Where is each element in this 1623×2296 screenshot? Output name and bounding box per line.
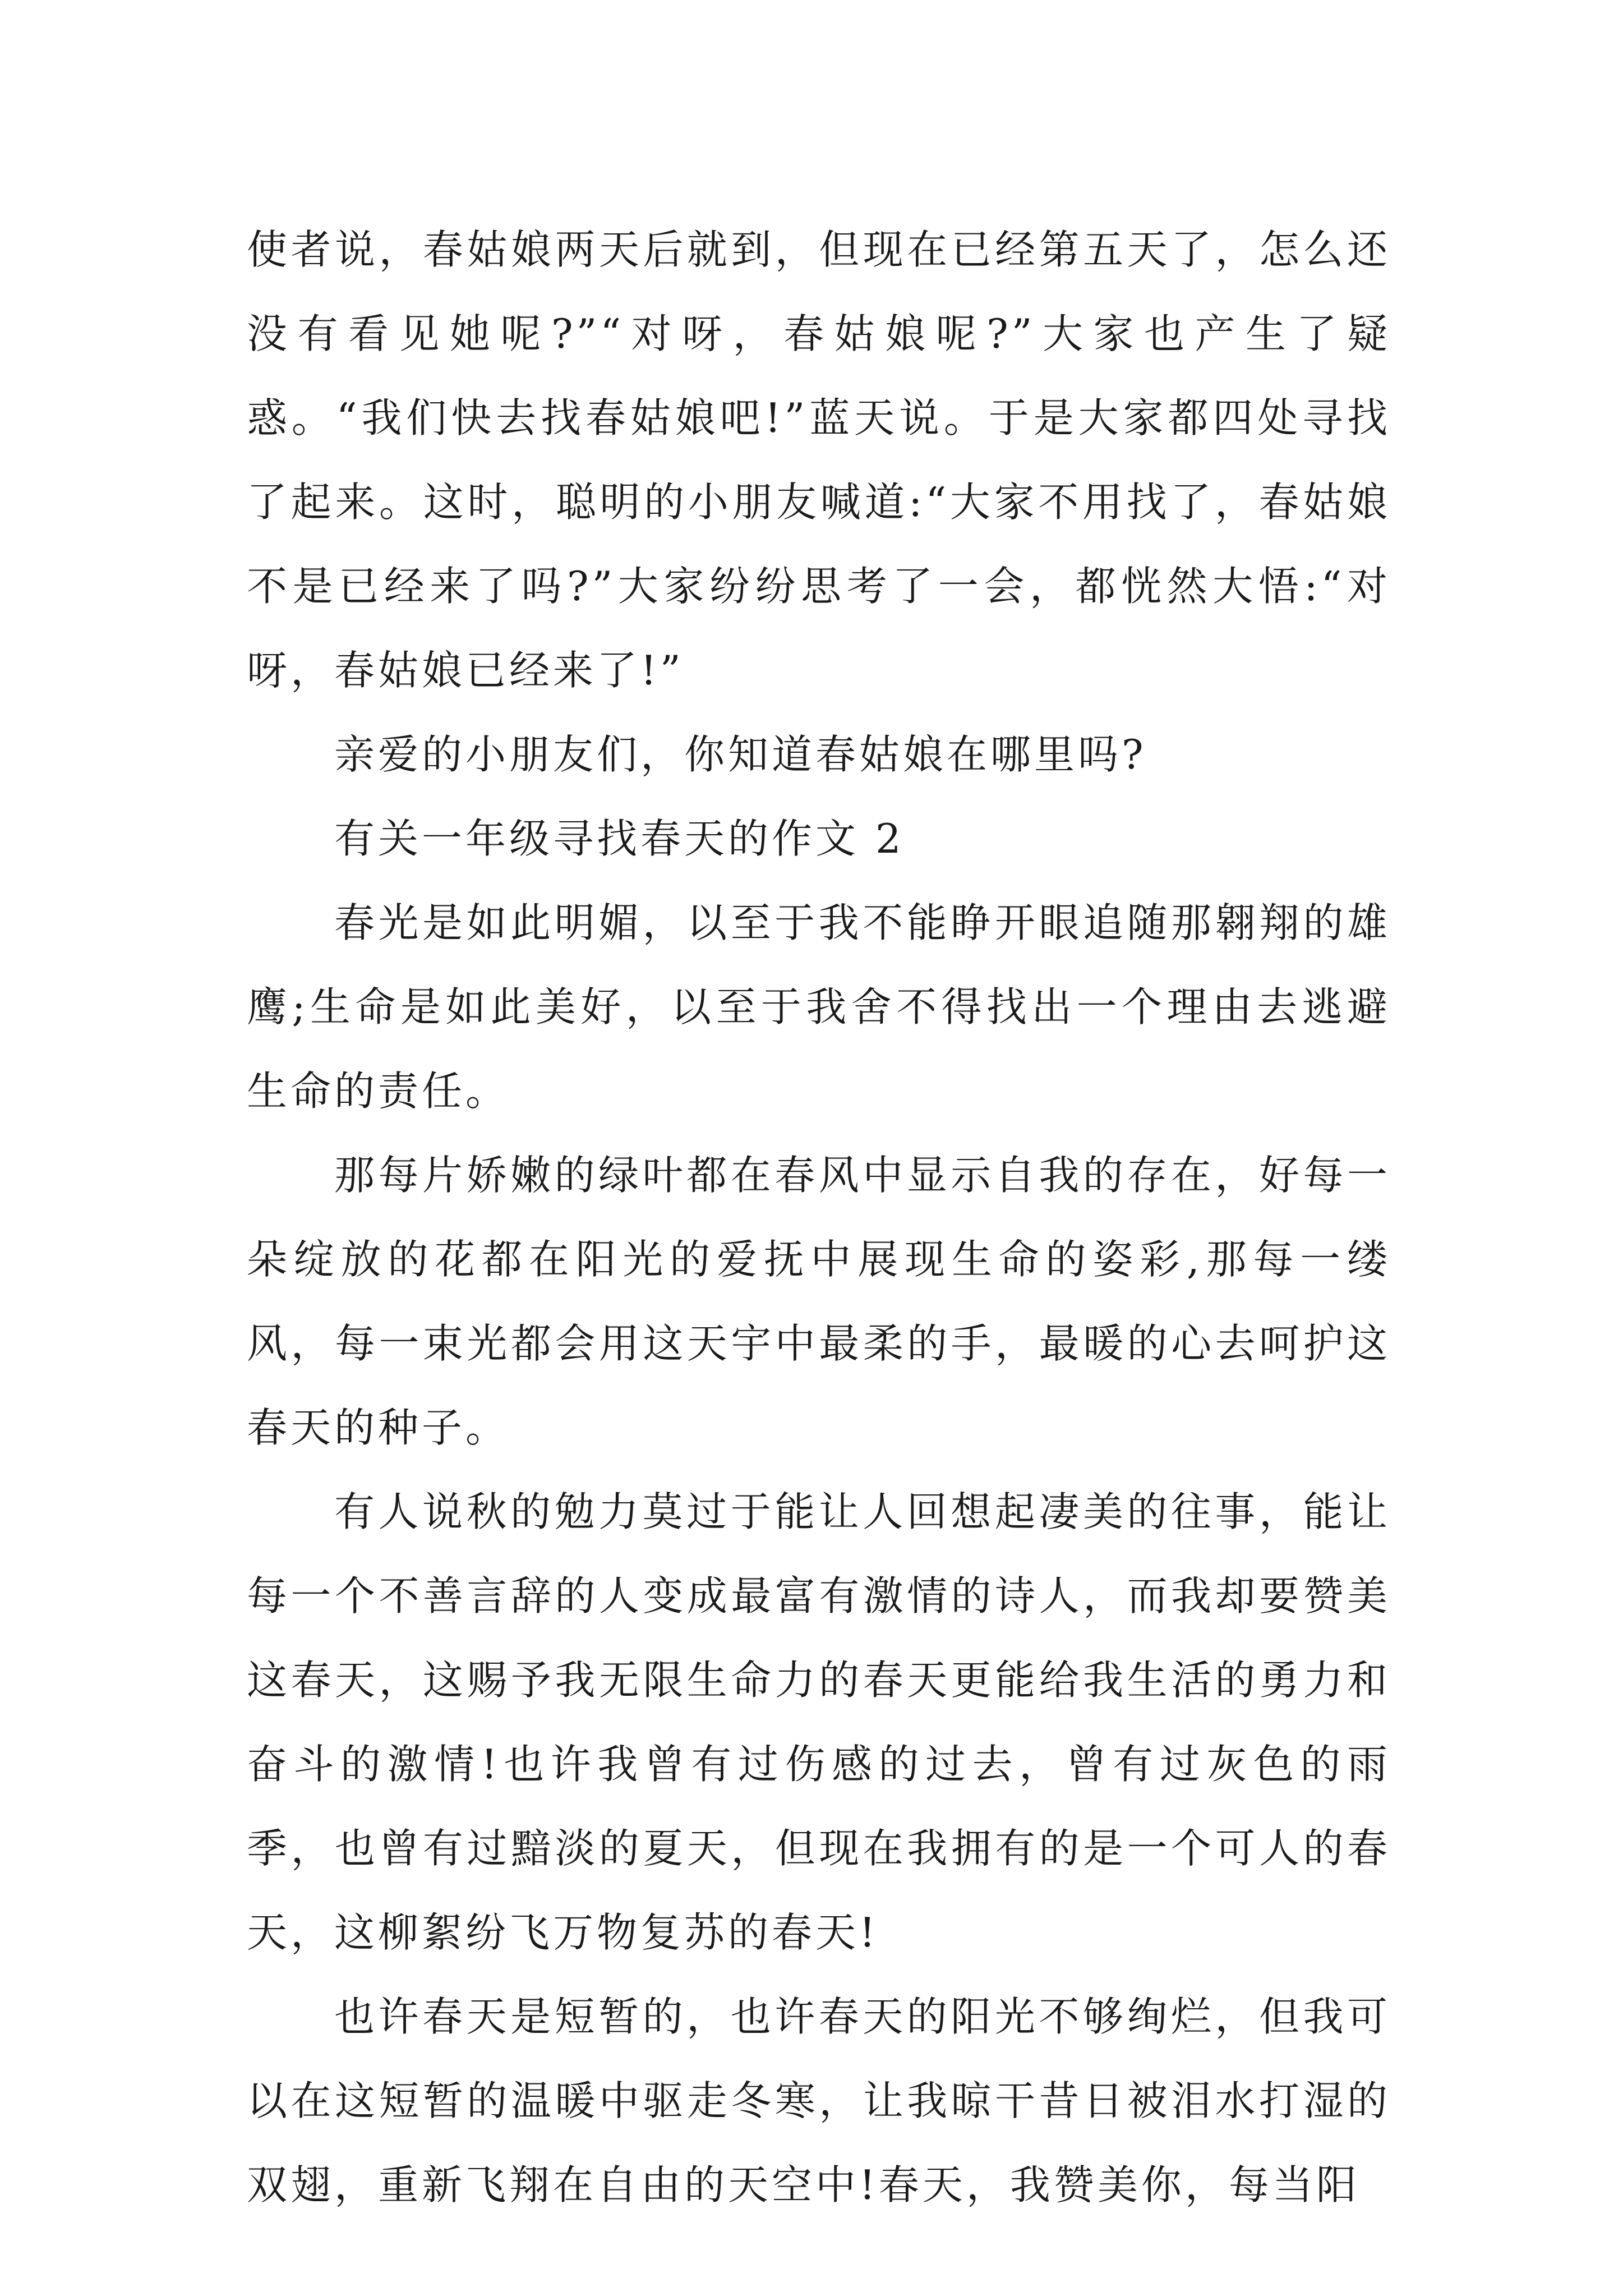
paragraph-4: 那每片娇嫩的绿叶都在春风中显示自我的存在，好每一朵绽放的花都在阳光的爱抚中展现生命的姿彩,那每一缕风，每一束光都会用这天宇中最柔的手，最暖的心去呵护这春天的种子。 — [247, 1152, 1391, 1451]
paragraph-2: 亲爱的小朋友们，你知道春姑娘在哪里吗? — [334, 731, 1147, 778]
paragraph-3: 春光是如此明媚，以至于我不能睁开眼追随那翱翔的雄鹰;生命是如此美好，以至于我舍不得找出一个理由去逃避生命的责任。 — [247, 899, 1391, 1115]
section-heading: 有关一年级寻找春天的作文 2 — [334, 815, 905, 862]
paragraph-5: 有人说秋的勉力莫过于能让人回想起凄美的往事，能让每一个不善言辞的人变成最富有激情的诗人，而我却要赞美这春天，这赐予我无限生命力的春天更能给我生活的勇力和奋斗的激情!也许我曾有过伤感的过去，曾有过灰色的雨季，也曾有过黯淡的夏天，但现在我拥有的是一个可人的春天，这柳絮纷飞万物复苏的春天! — [247, 1488, 1391, 1956]
paragraph-1: 使者说，春姑娘两天后就到，但现在已经第五天了，怎么还没有看见她呢?”“对呀，春姑娘呢?”大家也产生了疑惑。“我们快去找春姑娘吧!”蓝天说。于是大家都四处寻找了起来。这时，聪明的小朋友喊道:“大家不用找了，春姑娘不是已经来了吗?”大家纷纷思考了一会，都恍然大悟:“对呀，春姑娘已经来了!” — [247, 226, 1391, 694]
document-body — [247, 208, 1391, 2227]
paragraph-6: 也许春天是短暂的，也许春天的阳光不够绚烂，但我可以在这短暂的温暖中驱走冬寒，让我晾干昔日被泪水打湿的双翅，重新飞翔在自由的天空中!春天，我赞美你，每当阳 — [247, 1993, 1391, 2208]
